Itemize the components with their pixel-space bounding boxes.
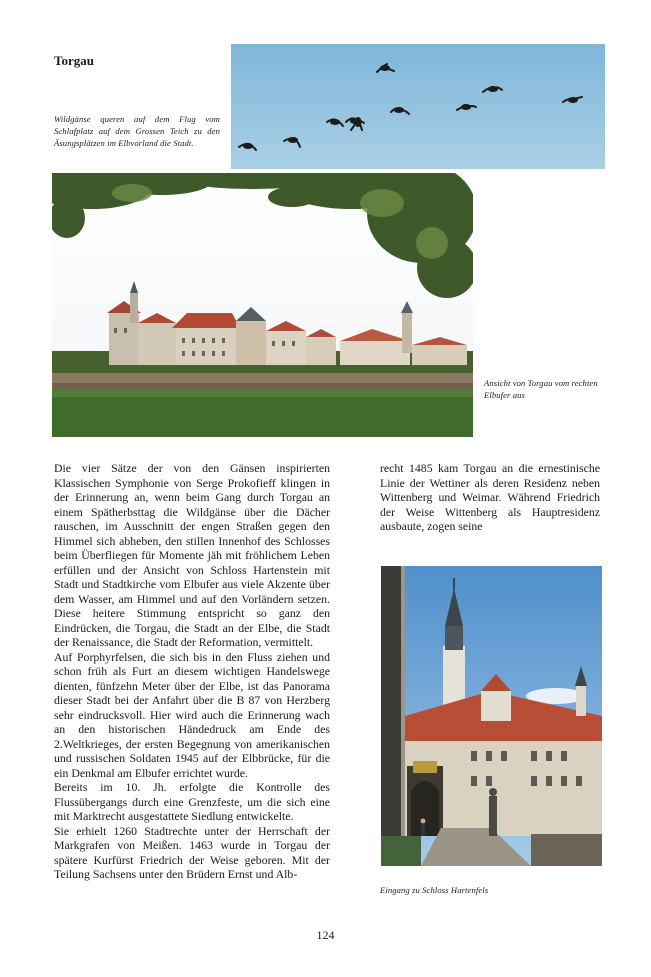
photo-torgau-view bbox=[52, 173, 473, 437]
photo-wild-geese bbox=[231, 44, 605, 169]
photo-schloss-entrance bbox=[381, 566, 602, 866]
paragraph: Bereits im 10. Jh. erfolgte die Kontrolle des Flussübergangs durch eine Grenzfeste, um die sich eine mit Marktrecht ausgestattete Siedlung entwickelte. bbox=[54, 780, 330, 823]
paragraph: Auf Porphyrfelsen, die sich bis in den Fluss ziehen und schon früh als Furt an diesem wichtigen Handelswege dienten, fünfzehn Meter über der Elbe, ist das Panorama dieser Stadt bei der Anfahrt über die B 87 von Herzberg sehr eindrucksvoll. Hier wird auch die Erinnerung wach an den historischen Händedruck am Ende des 2.Weltkrieges, der ersten Begegnung von amerikanischen und russischen Soldaten 1945 auf der Elbbrücke, für die ein Denkmal am Elbufer errichtet wurde. bbox=[54, 649, 330, 780]
page-number: 124 bbox=[316, 928, 335, 942]
paragraph: Die vier Sätze der von den Gänsen inspirierten Klassischen Symphonie von Serge Prokofieff klingen in der Erinnerung an, wenn beim Gang durch Torgau an einem Spätherbsttag die Wildgänse über die Dächer rauschen, im Ausschnitt der engen Straßen gegen den Himmel sich abheben, den stillen Innenhof des Schlosses beim Überfliegen für Momente jäh mit fröhlichem Leben erfüllen und der Ansicht von Schloss Hartenstein mit Stadt und Stadtkirche vom Elbufer aus viele Akzente über dem Wasser, am Himmel und auf den Vorländern setzen. Diese heitere Stimmung entspricht so ganz den Eindrücken, die Torgau, die Stadt an der Elbe, die Stadt der Renaissance, die Stadt der Reformation, vermittelt. bbox=[54, 461, 330, 649]
caption-schloss-entrance: Eingang zu Schloss Hartenfels bbox=[380, 885, 489, 895]
text-column-right bbox=[380, 461, 600, 534]
caption-torgau-view: Ansicht von Torgau vom rechten Elbufer aus bbox=[484, 378, 598, 400]
caption-geese: Wildgänse queren auf dem Flug vom Schlafplatz auf dem Grossen Teich zu den Äsungsplätzen im Elbvorland die Stadt. bbox=[54, 114, 220, 148]
paragraph: Sie erhielt 1260 Stadtrechte unter der Herrschaft der Markgrafen von Meißen. 1463 wurde in Torgau der spätere Kurfürst Friedrich der Weise geboren. Mit der Teilung Sachsens unter den Brüdern Ernst und Alb- bbox=[54, 823, 330, 881]
text-column-left bbox=[54, 461, 330, 882]
page-title: Torgau bbox=[54, 53, 94, 68]
paragraph-continued: recht 1485 kam Torgau an die ernestinische Linie der Wettiner als deren Residenz neben Wittenberg und Weimar. Während Friedrich der Weise Wittenberg als Hauptresidenz ausbaute, zogen seine bbox=[380, 461, 600, 533]
